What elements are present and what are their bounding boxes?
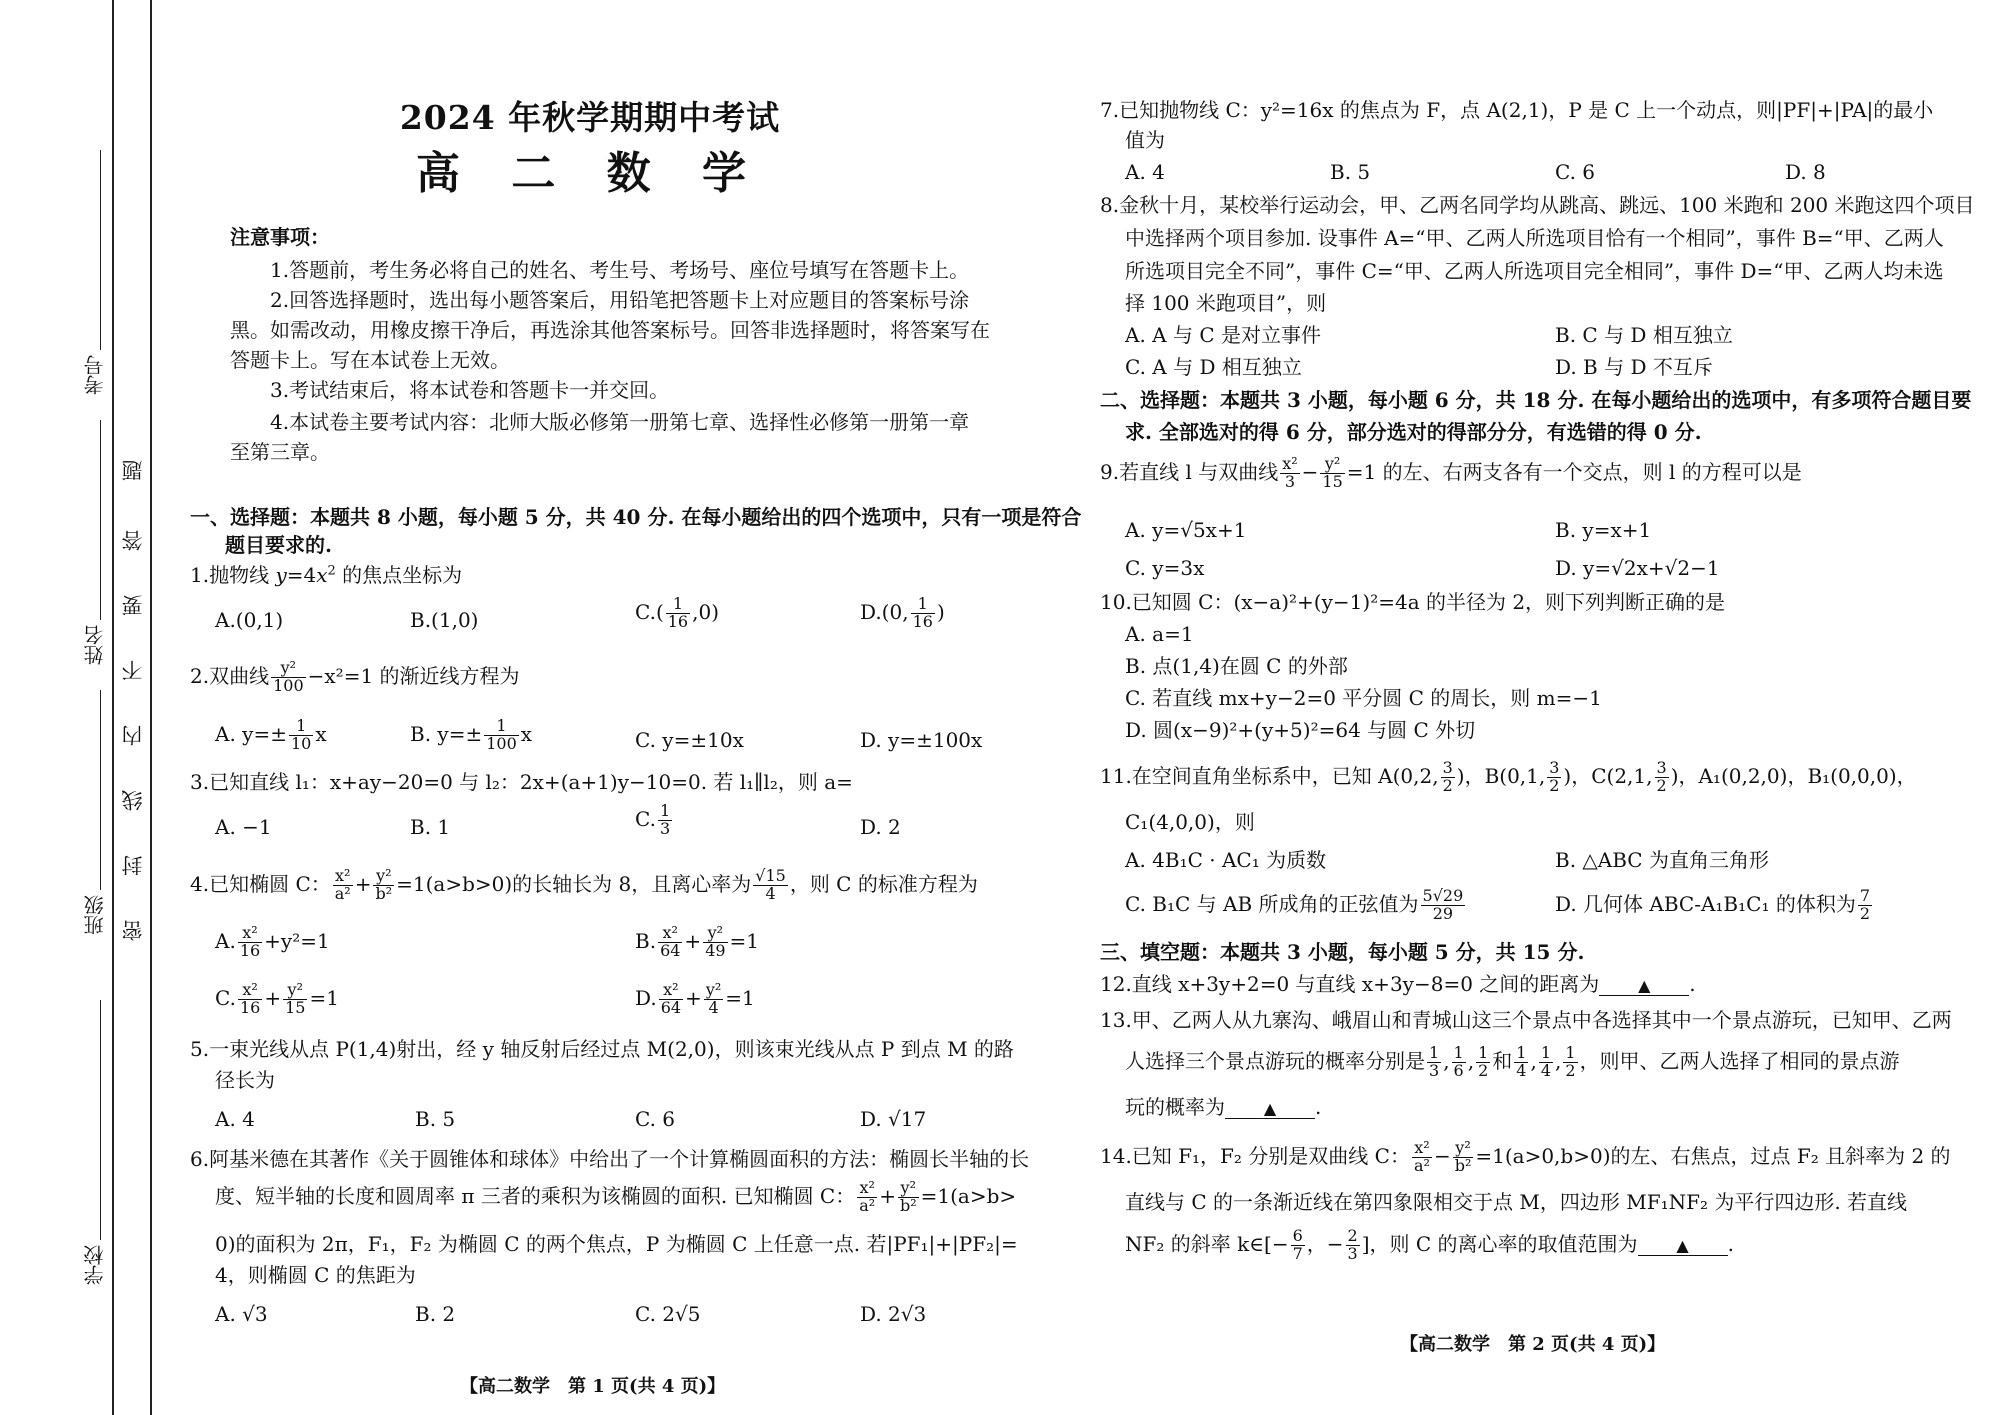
question-stem: 9.若直线 l 与双曲线 $\frac{\text{x²}}{3}$ − $\frac{\text{y²}}{15}$ =1 的左、右两支各有一个交点，则 l 的方程可以是	[1100, 454, 1802, 491]
option-c[interactable]: C. 6	[1555, 160, 1596, 184]
question-stem: 6.阿基米德在其著作《关于圆锥体和球体》中给出了一个计算椭圆面积的方法：椭圆长半轴的长	[190, 1147, 1030, 1171]
option-c[interactable]: C. $\frac{1}{3}$	[635, 801, 671, 838]
question-stem: 13.甲、乙两人从九寨沟、峨眉山和青城山这三个景点中各选择其中一个景点游玩，已知甲、乙两	[1100, 1008, 1952, 1032]
option-b[interactable]: B. y=± $\frac{1}{100}$ x	[410, 716, 533, 753]
question-stem: C₁(4,0,0)，则	[1125, 810, 1255, 834]
name-field[interactable]	[60, 420, 110, 670]
class-label: 班级	[83, 895, 107, 935]
question-stem: 直线与 C 的一条渐近线在第四象限相交于点 M，四边形 MF₁NF₂ 为平行四边形. 若直线	[1125, 1190, 1908, 1214]
section-heading: 一、选择题：本题共 8 小题，每小题 5 分，共 40 分. 在每小题给出的四个选项中，只有一项是符合	[190, 505, 1082, 529]
notice-line: 2.回答选择题时，选出每小题答案后，用铅笔把答题卡上对应题目的答案标号涂	[270, 288, 970, 312]
question-stem: 7.已知抛物线 C：y²=16x 的焦点为 F，点 A(2,1)，P 是 C 上一个动点，则|PF|+|PA|的最小	[1100, 98, 1934, 122]
option-a[interactable]: A. 4	[215, 1107, 255, 1131]
option-a[interactable]: A. A 与 C 是对立事件	[1125, 323, 1321, 347]
question-stem: 4，则椭圆 C 的焦距为	[215, 1263, 416, 1287]
page-footer: 【高二数学 第 2 页(共 4 页)】	[1400, 1334, 1666, 1355]
option-b[interactable]: B. y=x+1	[1555, 518, 1652, 542]
school-field[interactable]	[60, 1000, 110, 1300]
option-c[interactable]: C. 6	[635, 1107, 676, 1131]
margin-line-1	[112, 0, 114, 1415]
question-stem: 度、短半轴的长度和圆周率 π 三者的乘积为该椭圆的面积. 已知椭圆 C： $\frac{\text{x²}}{\text{a²}}$ + $\frac{\text{y²}}{\text{b²}}$ =1(a>b>	[215, 1178, 1017, 1215]
option-d[interactable]: D. 2√3	[860, 1302, 927, 1326]
question-stem: 10.已知圆 C：(x−a)²+(y−1)²=4a 的半径为 2，则下列判断正确的是	[1100, 590, 1726, 614]
option-c[interactable]: C. $\frac{\text{x²}}{16}$ + $\frac{\text{y²}}{15}$ =1	[215, 980, 339, 1017]
option-c[interactable]: C. 2√5	[635, 1302, 701, 1326]
notice-line: 黑。如需改动，用橡皮擦干净后，再选涂其他答案标号。回答非选择题时，将答案写在	[230, 318, 990, 342]
question-stem: 所选项目完全不同”，事件 C=“甲、乙两人所选项目完全相同”，事件 D=“甲、乙两人均未选	[1125, 259, 1944, 283]
notice-line: 答题卡上。写在本试卷上无效。	[230, 348, 510, 372]
option-d[interactable]: D. 几何体 ABC-A₁B₁C₁ 的体积为 $\frac{7}{2}$	[1555, 886, 1871, 923]
option-b[interactable]: B. 5	[1330, 160, 1371, 184]
question-stem: 4.已知椭圆 C： $\frac{\text{x²}}{\text{a²}}$ + $\frac{\text{y²}}{\text{b²}}$ =1(a>b>0)的长轴长为 8，且离心率为 $\frac{√15}{4}$ ，则 C 的标准方程为	[190, 866, 978, 903]
option-a[interactable]: A. 4B₁C · AC₁ 为质数	[1125, 848, 1327, 872]
question-stem: 径长为	[215, 1068, 275, 1092]
option-a[interactable]: A. 4	[1125, 160, 1165, 184]
school-label: 学校	[83, 1245, 107, 1285]
seal-char: 不	[121, 660, 145, 681]
option-a[interactable]: A. √3	[215, 1302, 268, 1326]
option-d[interactable]: D. √17	[860, 1107, 927, 1131]
notice-line: 3.考试结束后，将本试卷和答题卡一并交回。	[270, 378, 670, 402]
option-b[interactable]: B. $\frac{\text{x²}}{64}$ + $\frac{\text{y²}}{49}$ =1	[635, 923, 760, 960]
option-d[interactable]: D. B 与 D 不互斥	[1555, 355, 1713, 379]
question-stem: 1.抛物线 $y=4x^2$ 的焦点坐标为	[190, 563, 463, 587]
option-c[interactable]: C. y=±10x	[635, 728, 744, 752]
seal-char: 封	[121, 855, 145, 876]
question-stem: 11.在空间直角坐标系中，已知 A(0,2, $\frac{3}{2}$ )，B(0,1, $\frac{3}{2}$ )，C(2,1, $\frac{3}{2}$ )，A₁(0,2,0)，B₁(0,0,0)，	[1100, 758, 1917, 795]
question-stem: 择 100 米跑项目”，则	[1125, 291, 1327, 315]
option-d[interactable]: D. $\frac{\text{x²}}{64}$ + $\frac{\text{y²}}{4}$ =1	[635, 980, 755, 1017]
question-stem: 玩的概率为 ▲ .	[1125, 1095, 1322, 1119]
seal-char: 答	[121, 530, 145, 551]
name-label: 姓名	[83, 625, 107, 665]
option-d[interactable]: D. y=√2x+√2−1	[1555, 556, 1720, 580]
option-b[interactable]: B.(1,0)	[410, 608, 479, 632]
exam-no-field[interactable]	[60, 150, 110, 400]
section-heading: 题目要求的.	[225, 533, 332, 557]
option-b[interactable]: B. 点(1,4)在圆 C 的外部	[1125, 654, 1348, 678]
option-b[interactable]: B. 1	[410, 815, 451, 839]
notice-line: 1.答题前，考生务必将自己的姓名、考生号、考场号、座位号填写在答题卡上。	[270, 258, 970, 282]
notice-line: 至第三章。	[230, 440, 330, 464]
class-field[interactable]	[60, 690, 110, 940]
option-b[interactable]: B. 2	[415, 1302, 456, 1326]
answer-blank[interactable]: ▲	[1225, 1099, 1315, 1119]
option-c[interactable]: C. y=3x	[1125, 556, 1205, 580]
option-c[interactable]: C.( $\frac{1}{16}$ ,0)	[635, 594, 719, 631]
question-stem: 2.双曲线 $\frac{\text{y²}}{100}$ −x²=1 的渐近线方程为	[190, 658, 520, 695]
question-stem: 3.已知直线 l₁：x+ay−20=0 与 l₂：2x+(a+1)y−10=0. 若 l₁∥l₂，则 a=	[190, 770, 853, 794]
option-a[interactable]: A. y=± $\frac{1}{10}$ x	[215, 716, 327, 753]
option-a[interactable]: A. y=√5x+1	[1125, 518, 1247, 542]
option-d[interactable]: D. 圆(x−9)²+(y+5)²=64 与圆 C 外切	[1125, 718, 1476, 742]
exam-no-label: 考号	[83, 355, 107, 395]
option-c[interactable]: C. B₁C 与 AB 所成角的正弦值为 $\frac{5√29}{29}$	[1125, 886, 1464, 923]
notice-line: 4.本试卷主要考试内容：北师大版必修第一册第七章、选择性必修第一册第一章	[270, 410, 970, 434]
notice-heading: 注意事项：	[230, 225, 330, 249]
question-stem: 人选择三个景点游玩的概率分别是 $\frac{1}{3}$ , $\frac{1}{6}$ , $\frac{1}{2}$ 和 $\frac{1}{4}$ , $\frac{1}{4}$ , $\frac{1}{2}$ ，则甲、乙两人选择了相同的景点游	[1125, 1043, 1900, 1080]
page-footer: 【高二数学 第 1 页(共 4 页)】	[460, 1376, 726, 1397]
option-d[interactable]: D. 2	[860, 815, 901, 839]
option-a[interactable]: A.(0,1)	[215, 608, 284, 632]
section-heading: 二、选择题：本题共 3 小题，每小题 6 分，共 18 分. 在每小题给出的选项中，有多项符合题目要	[1100, 388, 1972, 412]
section-heading: 三、填空题：本题共 3 小题，每小题 5 分，共 15 分.	[1100, 940, 1585, 964]
option-a[interactable]: A. $\frac{\text{x²}}{16}$ +y²=1	[215, 923, 330, 960]
option-b[interactable]: B. 5	[415, 1107, 456, 1131]
option-a[interactable]: A. −1	[215, 815, 272, 839]
option-d[interactable]: D.(0, $\frac{1}{16}$ )	[860, 594, 945, 631]
question-stem: NF₂ 的斜率 k∈[− $\frac{6}{7}$ ，− $\frac{2}{3}$ ]，则 C 的离心率的取值范围为 ▲ .	[1125, 1226, 1734, 1263]
question-stem: 中选择两个项目参加. 设事件 A=“甲、乙两人所选项目恰有一个相同”，事件 B=“甲、乙两人	[1125, 226, 1944, 250]
answer-blank[interactable]: ▲	[1638, 1236, 1728, 1256]
option-b[interactable]: B. △ABC 为直角三角形	[1555, 848, 1769, 872]
question-stem: 5.一束光线从点 P(1,4)射出，经 y 轴反射后经过点 M(2,0)，则该束光线从点 P 到点 M 的路	[190, 1037, 1014, 1061]
option-d[interactable]: D. 8	[1785, 160, 1826, 184]
question-stem: 12.直线 x+3y+2=0 与直线 x+3y−8=0 之间的距离为 ▲ .	[1100, 972, 1696, 996]
seal-char: 内	[121, 725, 145, 746]
subject-title: 高 二 数 学	[416, 148, 764, 199]
seal-char: 要	[121, 595, 145, 616]
seal-char: 题	[121, 460, 145, 481]
question-stem: 14.已知 F₁，F₂ 分别是双曲线 C： $\frac{\text{x²}}{\text{a²}}$ − $\frac{\text{y²}}{\text{b²}}$ =1(a>0,b>0)的左、右焦点，过点 F₂ 且斜率为 2 的	[1100, 1138, 1951, 1175]
option-a[interactable]: A. a=1	[1125, 622, 1194, 646]
option-c[interactable]: C. A 与 D 相互独立	[1125, 355, 1302, 379]
section-heading: 求. 全部选对的得 6 分，部分选对的得部分分，有选错的得 0 分.	[1125, 420, 1702, 444]
question-stem: 0)的面积为 2π，F₁，F₂ 为椭圆 C 的两个焦点，P 为椭圆 C 上任意一点. 若|PF₁|+|PF₂|=	[215, 1232, 1018, 1256]
option-b[interactable]: B. C 与 D 相互独立	[1555, 323, 1733, 347]
question-stem: 8.金秋十月，某校举行运动会，甲、乙两名同学均从跳高、跳远、100 米跑和 200 米跑这四个项目	[1100, 193, 1975, 217]
answer-blank[interactable]: ▲	[1599, 976, 1689, 996]
seal-char: 线	[121, 790, 145, 811]
seal-char: 密	[121, 920, 145, 941]
option-c[interactable]: C. 若直线 mx+y−2=0 平分圆 C 的周长，则 m=−1	[1125, 686, 1602, 710]
exam-title: 2024 年秋学期期中考试	[399, 98, 781, 137]
question-stem: 值为	[1125, 128, 1165, 152]
binding-margin	[0, 0, 160, 1415]
option-d[interactable]: D. y=±100x	[860, 728, 983, 752]
margin-line-2	[150, 0, 152, 1415]
